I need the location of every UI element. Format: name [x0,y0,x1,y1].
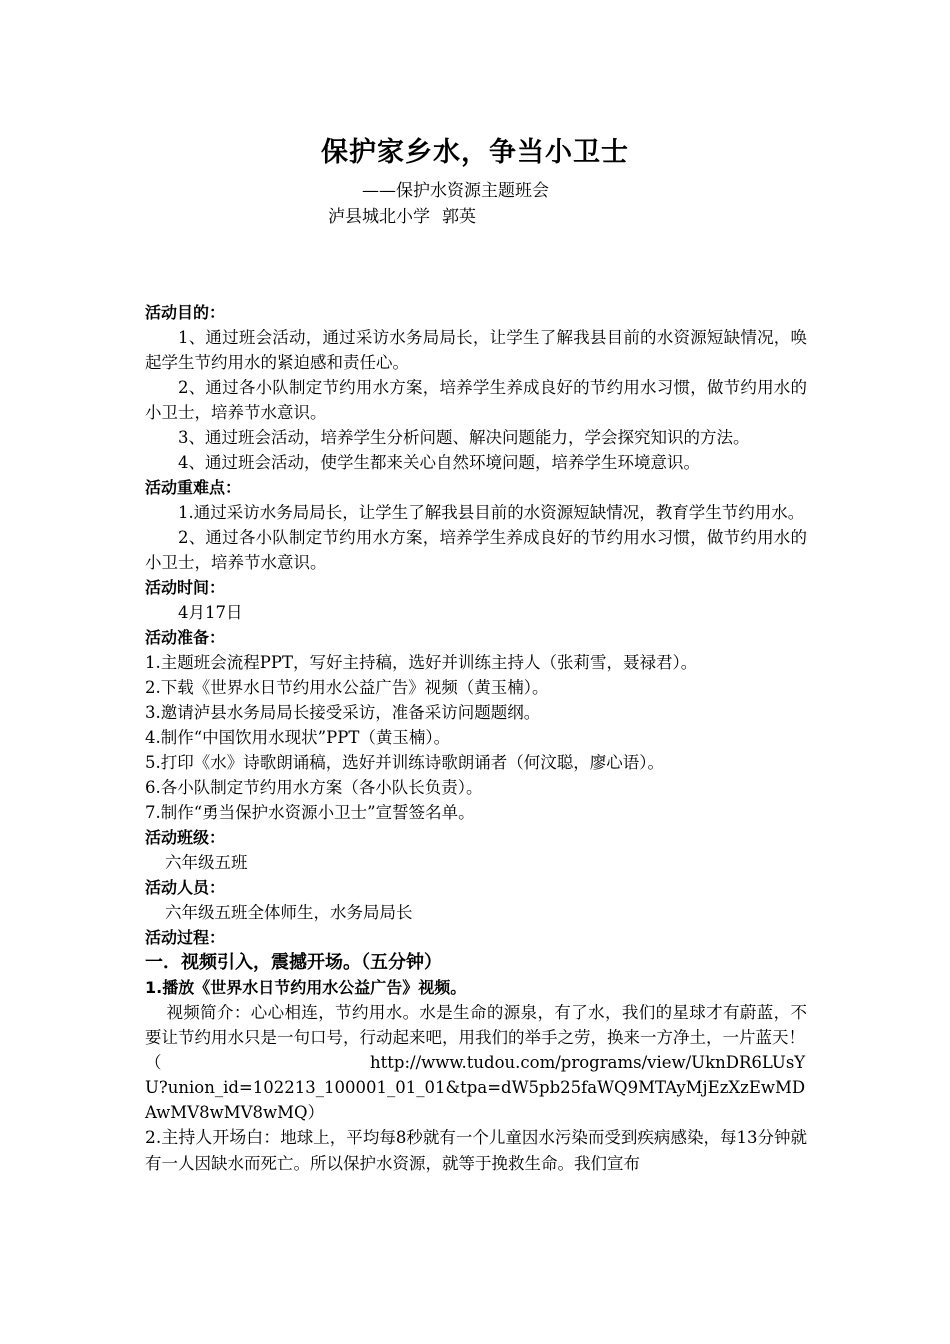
video-url-link[interactable]: http://www.tudou.com/programs/view/UknDR6LUsYU?union_id=102213_100001_01_01&tpa=dW5pb25faWQ9MTAyMjEzXzEwMDAwMV8wMV8wMQ [145,1053,806,1122]
doc-subtitle: ——保护水资源主题班会 [362,181,549,201]
purpose-item: 4、通过班会活动，使学生都来关心自然环境问题，培养学生环境意识。 [178,453,700,472]
keypoints-heading: 活动重难点： [145,478,242,497]
prep-item: 4.制作“中国饮用水现状”PPT（黄玉楠）。 [145,728,451,747]
keypoint-item: 1.通过采访水务局局长，让学生了解我县目前的水资源短缺情况，教育学生节约用水。 [178,503,805,522]
prep-item: 3.邀请泸县水务局局长接受采访，准备采访问题题纲。 [145,703,541,722]
class-heading: 活动班级： [145,828,226,847]
people-heading: 活动人员： [145,878,226,897]
url-close-paren: ） [307,1103,325,1122]
class-value: 六年级五班 [165,853,248,872]
step-2-text: 地球上，平均每8秒就有一个儿童因水污染而受到疾病感染，每13分钟就有一人因缺水而死亡。所以保护水资源，就等于挽救生命。我们宣布 [145,1128,807,1173]
teacher-name: 郭英 [442,207,476,227]
school-name: 泸县城北小学 [328,207,430,227]
section-1-heading: 一．视频引入，震撼开场。（五分钟） [145,952,442,973]
step-2-paragraph [145,1125,807,1176]
prep-item: 6.各小队制定节约用水方案（各小队长负责）。 [145,778,483,797]
purpose-item: 2、通过各小队制定节约用水方案，培养学生养成良好的节约用水习惯，做节约用水的小卫士，培养节水意识。 [145,378,807,422]
prep-item: 7.制作“勇当保护水资源小卫士”宣誓签名单。 [145,803,475,822]
video-url-line [145,1050,807,1125]
time-heading: 活动时间： [145,578,226,597]
step-2-label: 2.主持人开场白： [145,1128,281,1148]
keypoint-item: 2、通过各小队制定节约用水方案，培养学生养成良好的节约用水习惯，做节约用水的小卫士，培养节水意识。 [145,528,807,572]
doc-author [328,202,476,227]
purpose-heading: 活动目的： [145,303,226,322]
doc-title: 保护家乡水，争当小卫士 [321,137,629,168]
time-value: 4月17日 [178,603,243,622]
video-intro: 视频简介：心心相连，节约用水。水是生命的源泉，有了水，我们的星球才有蔚蓝，不要让节约用水只是一句口号，行动起来吧，用我们的举手之劳，换来一方净土，一片蓝天！ [145,1003,807,1047]
prep-item: 1.主题班会流程PPT，写好主持稿，选好并训练主持人（张莉雪，聂禄君）。 [145,653,698,672]
doc-body [145,300,807,1176]
prep-item: 5.打印《水》诗歌朗诵稿，选好并训练诗歌朗诵者（何汶聪，廖心语）。 [145,753,664,772]
people-value: 六年级五班全体师生，水务局局长 [165,903,413,922]
purpose-item: 3、通过班会活动，培养学生分析问题、解决问题能力，学会探究知识的方法。 [178,428,750,447]
step-1-heading: 1.播放《世界水日节约用水公益广告》视频。 [145,978,467,997]
prep-item: 2.下载《世界水日节约用水公益广告》视频（黄玉楠）。 [145,678,549,697]
purpose-item: 1、通过班会活动，通过采访水务局局长，让学生了解我县目前的水资源短缺情况，唤起学生节约用水的紧迫感和责任心。 [145,328,807,372]
url-open-paren: （ [145,1053,162,1072]
process-heading: 活动过程： [145,928,226,947]
prep-heading: 活动准备： [145,628,226,647]
